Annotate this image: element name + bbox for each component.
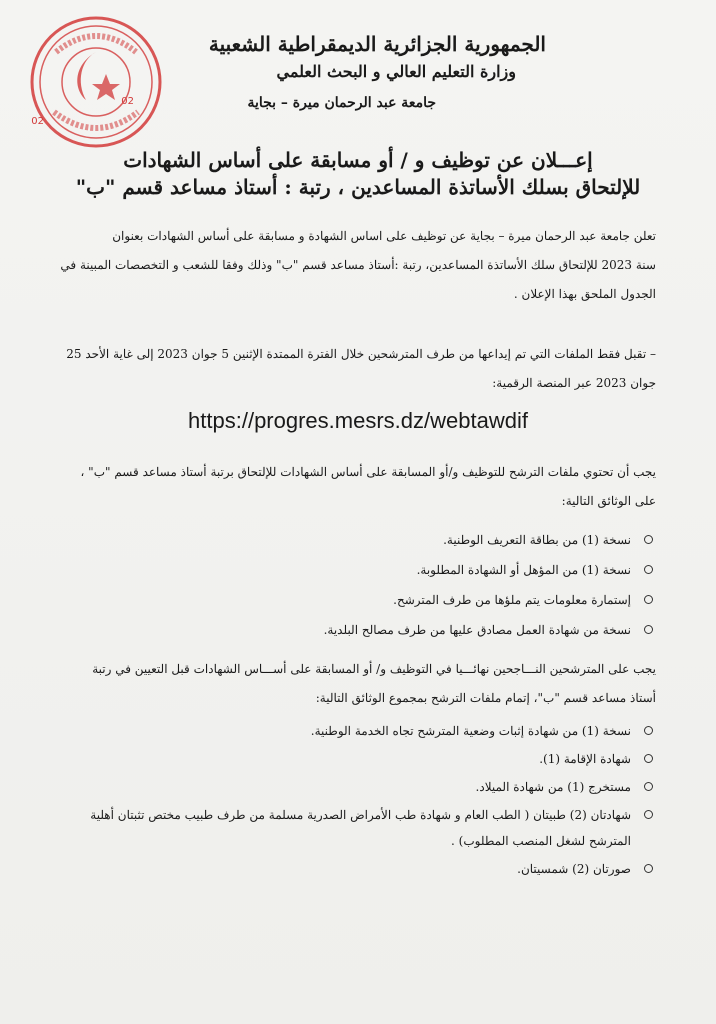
circle-bullet-icon bbox=[644, 810, 653, 819]
circle-bullet-icon bbox=[644, 754, 653, 763]
deadline-paragraph bbox=[58, 340, 656, 398]
intro-paragraph bbox=[58, 222, 656, 309]
republic-heading: الجمهورية الجزائرية الديمقراطية الشعبية bbox=[208, 32, 546, 56]
requirements-paragraph bbox=[58, 458, 656, 516]
list-item-text: نسخة (1) من المؤهل أو الشهادة المطلوبة. bbox=[416, 563, 631, 577]
list-item-text: نسخة (1) من بطاقة التعريف الوطنية. bbox=[443, 533, 631, 547]
list-item bbox=[60, 718, 631, 744]
list-item bbox=[60, 527, 631, 553]
circle-bullet-icon bbox=[644, 726, 653, 735]
circle-bullet-icon bbox=[644, 625, 653, 634]
list-item-text: صورتان (2) شمسيتان. bbox=[517, 862, 631, 876]
requirements-line: يجب أن تحتوي ملفات الترشح للتوظيف و/أو المسابقة على أساس الشهادات للإلتحاق برتبة أستاذ مساعد قسم "ب" ، bbox=[80, 465, 656, 479]
official-stamp-icon bbox=[26, 12, 166, 152]
university-heading: جامعة عبد الرحمان ميرة – بجاية bbox=[247, 95, 436, 111]
list-item-text: نسخة من شهادة العمل مصادق عليها من طرف مصالح البلدية. bbox=[323, 623, 631, 637]
list-item-text: نسخة (1) من شهادة إثبات وضعية المترشح تجاه الخدمة الوطنية. bbox=[310, 724, 631, 738]
list-item bbox=[60, 617, 631, 643]
circle-bullet-icon bbox=[644, 595, 653, 604]
stamp-code-left: 02 bbox=[31, 116, 44, 127]
intro-line: تعلن جامعة عبد الرحمان ميرة – بجاية عن توظيف على اساس الشهادة و مسابقة على أساس الشهادات بعنوان bbox=[112, 229, 656, 243]
final-requirements-paragraph bbox=[58, 655, 656, 713]
circle-bullet-icon bbox=[644, 864, 653, 873]
platform-url-link[interactable]: https://progres.mesrs.dz/webtawdif bbox=[188, 408, 528, 433]
list-item bbox=[60, 774, 631, 800]
requirements-line: يجب على المترشحين النـــاجحين نهائـــيا في التوظيف و/ أو المسابقة على أســـاس الشهادات قبل التعيين في رتبة bbox=[92, 662, 656, 676]
ministry-heading: وزارة التعليم العالي و البحث العلمي bbox=[276, 62, 516, 81]
list-item bbox=[60, 557, 631, 583]
list-item bbox=[60, 856, 631, 882]
requirements-line: على الوثائق التالية: bbox=[561, 494, 656, 508]
requirements-line: أستاذ مساعد قسم "ب"، إتمام ملفات الترشح بمجموع الوثائق التالية: bbox=[315, 691, 656, 705]
intro-line: الجدول الملحق بهذا الإعلان . bbox=[513, 287, 656, 301]
announcement-title-line2: للإلتحاق بسلك الأساتذة المساعدين ، رتبة : أستاذ مساعد قسم "ب" bbox=[75, 175, 641, 199]
list-item bbox=[60, 802, 631, 854]
list-item-text: مستخرج (1) من شهادة الميلاد. bbox=[475, 780, 631, 794]
deadline-line: – تقبل فقط الملفات التي تم إيداعها من طرف المترشحين خلال الفترة الممتدة الإثنين 5 جوان 2023 إلى غاية الأحد 25 bbox=[66, 347, 656, 361]
list-item bbox=[60, 746, 631, 772]
list-item-text: إستمارة معلومات يتم ملؤها من طرف المترشح. bbox=[393, 593, 631, 607]
stamp-code-right: 02 bbox=[121, 96, 134, 107]
list-item-text: شهادة الإقامة (1). bbox=[539, 752, 631, 766]
announcement-title-line1: إعـــلان عن توظيف و / أو مسابقة على أساس الشهادات bbox=[123, 148, 593, 172]
circle-bullet-icon bbox=[644, 535, 653, 544]
final-documents-list bbox=[60, 718, 631, 884]
circle-bullet-icon bbox=[644, 565, 653, 574]
required-documents-list bbox=[60, 527, 631, 647]
list-item bbox=[60, 587, 631, 613]
intro-line: سنة 2023 للإلتحاق سلك الأساتذة المساعدين، رتبة :أستاذ مساعد قسم "ب" وذلك وفقا للشعب و التخصصات المبينة في bbox=[60, 258, 656, 272]
list-item-text: شهادتان (2) طبيتان ( الطب العام و شهادة طب الأمراض الصدرية مسلمة من طرف طبيب مختص تثبتان أهلية المترشح لشغل المنصب المطلوب) . bbox=[90, 808, 631, 848]
circle-bullet-icon bbox=[644, 782, 653, 791]
deadline-line: جوان 2023 عبر المنصة الرقمية: bbox=[492, 376, 656, 390]
